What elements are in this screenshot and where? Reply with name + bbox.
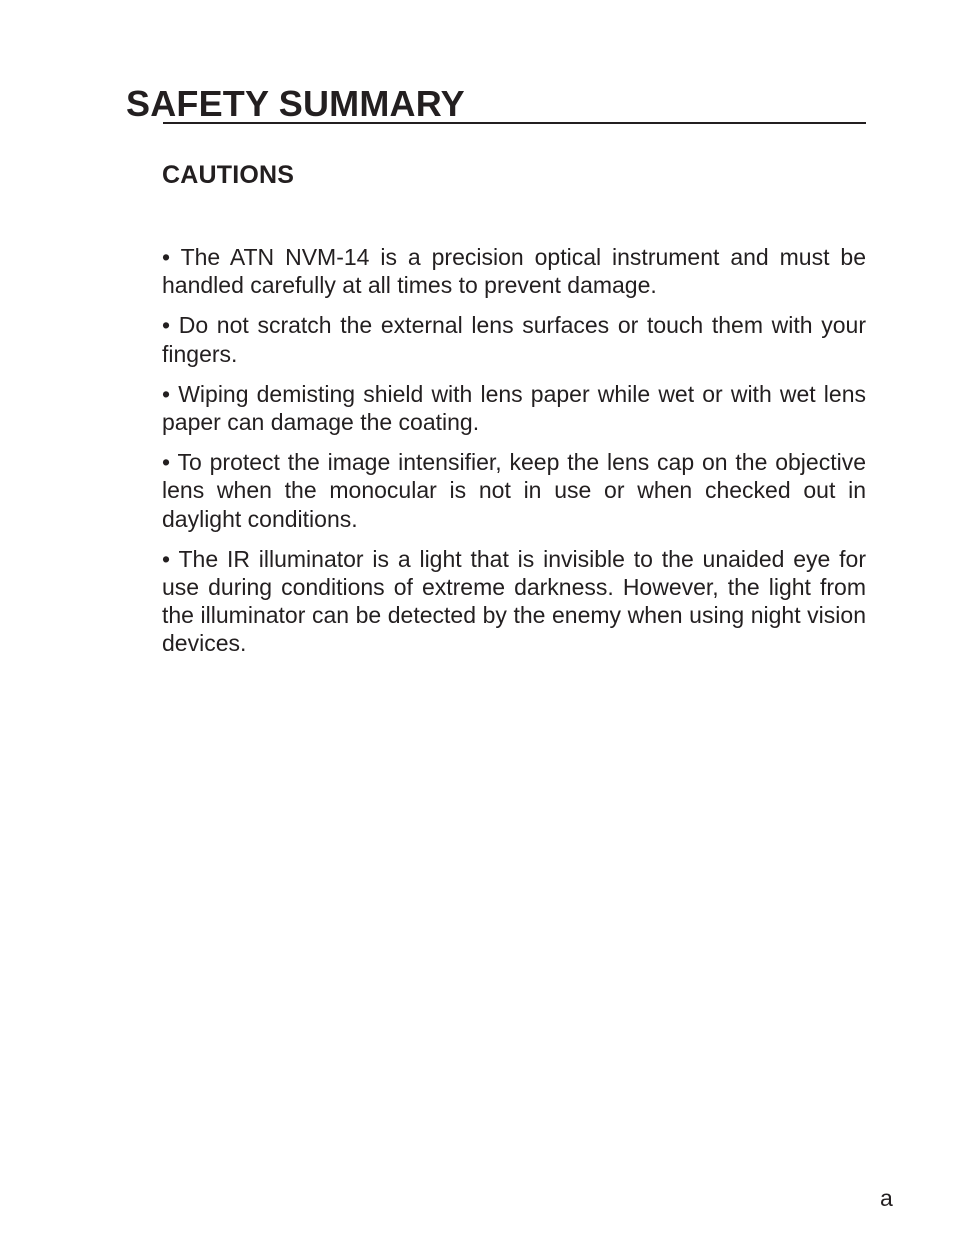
- caution-item: [162, 545, 866, 658]
- cautions-list: [162, 243, 866, 670]
- caution-text: The ATN NVM-14 is a precision optical instrument and must be handled carefully at all times to prevent damage.: [162, 244, 866, 299]
- bullet-icon: •: [162, 545, 171, 572]
- bullet-icon: •: [162, 449, 171, 476]
- page-number: a: [880, 1185, 893, 1211]
- caution-item: [162, 243, 866, 299]
- bullet-icon: •: [162, 380, 171, 407]
- caution-text: Wiping demisting shield with lens paper while wet or with wet lens paper can damage the coating.: [162, 380, 866, 436]
- caution-item: [162, 448, 866, 533]
- caution-text: To protect the image intensifier, keep the lens cap on the objective lens when the monocular is not in use or when checked out in daylight conditions.: [162, 449, 866, 532]
- page-title: SAFETY SUMMARY: [126, 83, 465, 124]
- caution-text: The IR illuminator is a light that is invisible to the unaided eye for use during conditions of extreme darkness. However, the light from the illuminator can be detected by the enemy when using night vision devices.: [162, 545, 866, 657]
- caution-text: Do not scratch the external lens surfaces or touch them with your fingers.: [162, 312, 866, 367]
- bullet-icon: •: [162, 312, 171, 339]
- bullet-icon: •: [162, 244, 171, 270]
- caution-item: [162, 380, 866, 436]
- title-underline-rule: [163, 122, 866, 124]
- caution-item: [162, 311, 866, 367]
- section-heading-cautions: CAUTIONS: [162, 161, 295, 189]
